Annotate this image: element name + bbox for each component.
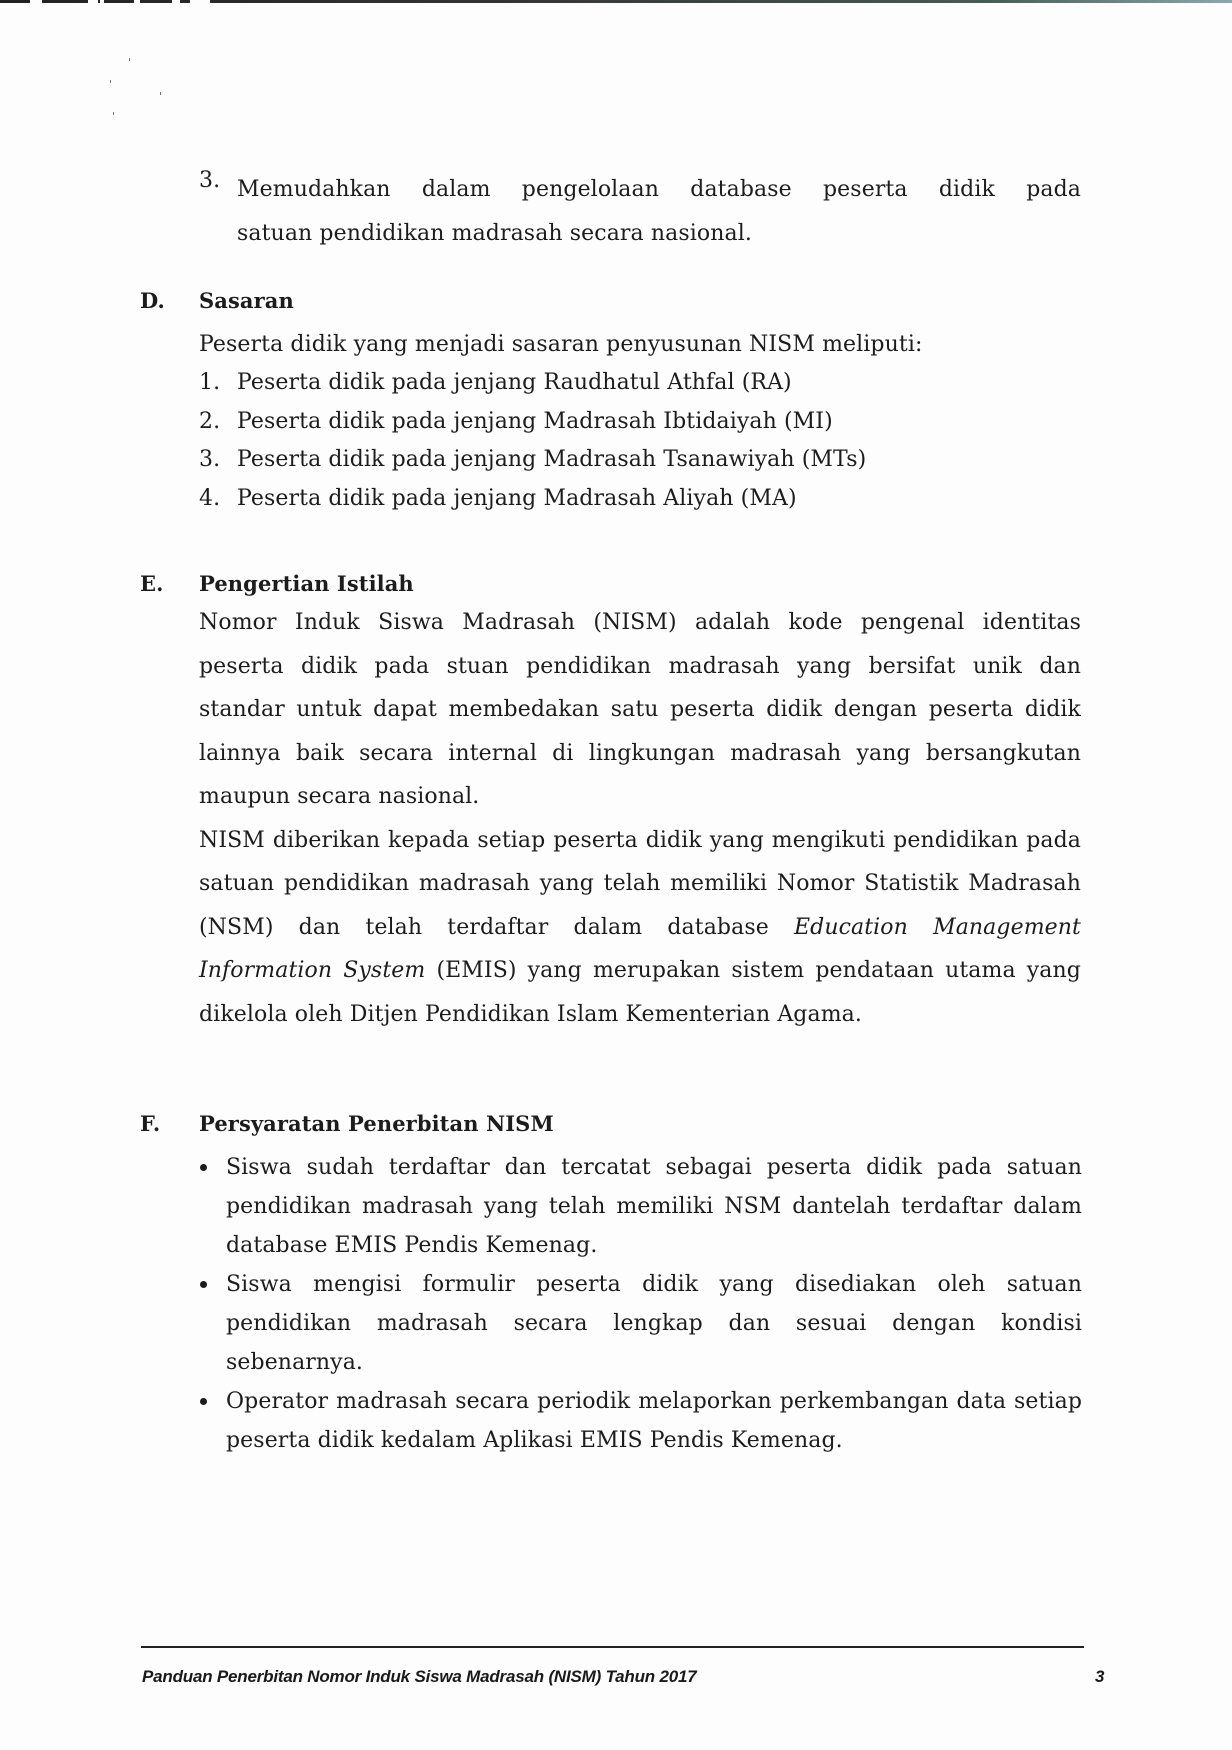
paragraph-text: (EMIS) yang merupakan sistem pendataan utama yang dikelola oleh Ditjen Pendidikan Islam Kementerian Agama.	[199, 958, 1081, 1027]
scan-gap	[172, 0, 180, 3]
list-item-number: 1.	[199, 370, 221, 395]
continued-list-item	[199, 168, 1081, 256]
scan-gap	[30, 0, 42, 3]
bullet-icon	[200, 1398, 207, 1405]
list-item-text: Peserta didik pada jenjang Madrasah Aliyah (MA)	[237, 485, 797, 511]
page-number: 3	[1095, 1667, 1105, 1686]
bullet-icon	[200, 1281, 207, 1288]
list-item	[199, 441, 1081, 480]
paragraph-text: NISM diberikan kepada setiap peserta didik yang mengikuti pendidikan pada satuan pendidikan madrasah yang telah memiliki Nomor Statistik Madrasah (NSM) dan telah terdaftar dalam database	[199, 827, 1081, 940]
bullet-item	[199, 1265, 1082, 1382]
section-letter: F.	[140, 1111, 161, 1136]
list-item-text	[237, 168, 1081, 256]
list-item-line: Memudahkan dalam pengelolaan database peserta didik pada	[237, 177, 1081, 202]
section-body	[199, 1148, 1082, 1460]
scan-gap	[100, 0, 104, 3]
list-item-text: Peserta didik pada jenjang Raudhatul Athfal (RA)	[237, 370, 792, 395]
requirements-list	[199, 1148, 1082, 1460]
section-title: Persyaratan Penerbitan NISM	[199, 1111, 554, 1136]
list-item-text: Peserta didik pada jenjang Madrasah Ibtidaiyah (MI)	[237, 408, 833, 434]
definition-paragraph: Nomor Induk Siswa Madrasah (NISM) adalah kode pengenal identitas peserta didik pada stuan pendidikan madrasah yang bersifat unik dan standar untuk dapat membedakan satu peserta didik dengan peserta didik lainnya baik secara internal di lingkungan madrasah yang bersangkutan maupun secara nasional.	[199, 610, 1081, 809]
list-item-number: 3.	[199, 447, 221, 472]
nism-paragraph	[199, 819, 1081, 1037]
section-body	[199, 601, 1081, 1036]
target-list	[199, 364, 1081, 518]
bullet-text: Operator madrasah secara periodik melaporkan perkembangan data setiap peserta didik kedalam Aplikasi EMIS Pendis Kemenag.	[226, 1389, 1082, 1453]
list-item	[199, 480, 1081, 519]
section-letter: E.	[140, 571, 164, 596]
list-item-number: 4.	[199, 485, 221, 511]
bullet-item	[199, 1382, 1082, 1460]
section-intro: Peserta didik yang menjadi sasaran penyusunan NISM meliputi:	[199, 332, 923, 357]
list-item	[199, 403, 1081, 442]
list-item-number: 3.	[199, 168, 221, 193]
bullet-text: Siswa sudah terdaftar dan tercatat sebagai peserta didik pada satuan pendidikan madrasah yang telah memiliki NSM dantelah terdaftar dalam database EMIS Pendis Kemenag.	[226, 1155, 1082, 1258]
scan-gap	[88, 0, 98, 3]
scan-speck	[113, 112, 114, 115]
scan-edge-artifact	[0, 0, 1232, 3]
footer-title: Panduan Penerbitan Nomor Induk Siswa Madrasah (NISM) Tahun 2017	[142, 1667, 697, 1686]
section-letter: D.	[140, 288, 165, 313]
scan-gap	[134, 0, 140, 3]
section-title: Pengertian Istilah	[199, 571, 414, 596]
list-item-text: Peserta didik pada jenjang Madrasah Tsanawiyah (MTs)	[237, 447, 867, 472]
scan-speck	[110, 80, 111, 83]
list-item-number: 2.	[199, 408, 221, 434]
scan-gap	[190, 0, 210, 3]
section-title: Sasaran	[199, 288, 294, 313]
list-item	[199, 364, 1081, 403]
paragraph-italic-term: Education Management Information System	[199, 914, 1081, 983]
bullet-icon	[200, 1164, 207, 1171]
bullet-item	[199, 1148, 1082, 1265]
section-body	[199, 326, 1081, 518]
scan-speck	[160, 92, 161, 95]
bullet-text: Siswa mengisi formulir peserta didik yang disediakan oleh satuan pendidikan madrasah secara lengkap dan sesuai dengan kondisi sebenarnya.	[226, 1272, 1082, 1375]
footer-divider	[141, 1646, 1084, 1648]
scan-speck	[129, 58, 130, 61]
list-item-line: satuan pendidikan madrasah secara nasional.	[237, 221, 752, 246]
